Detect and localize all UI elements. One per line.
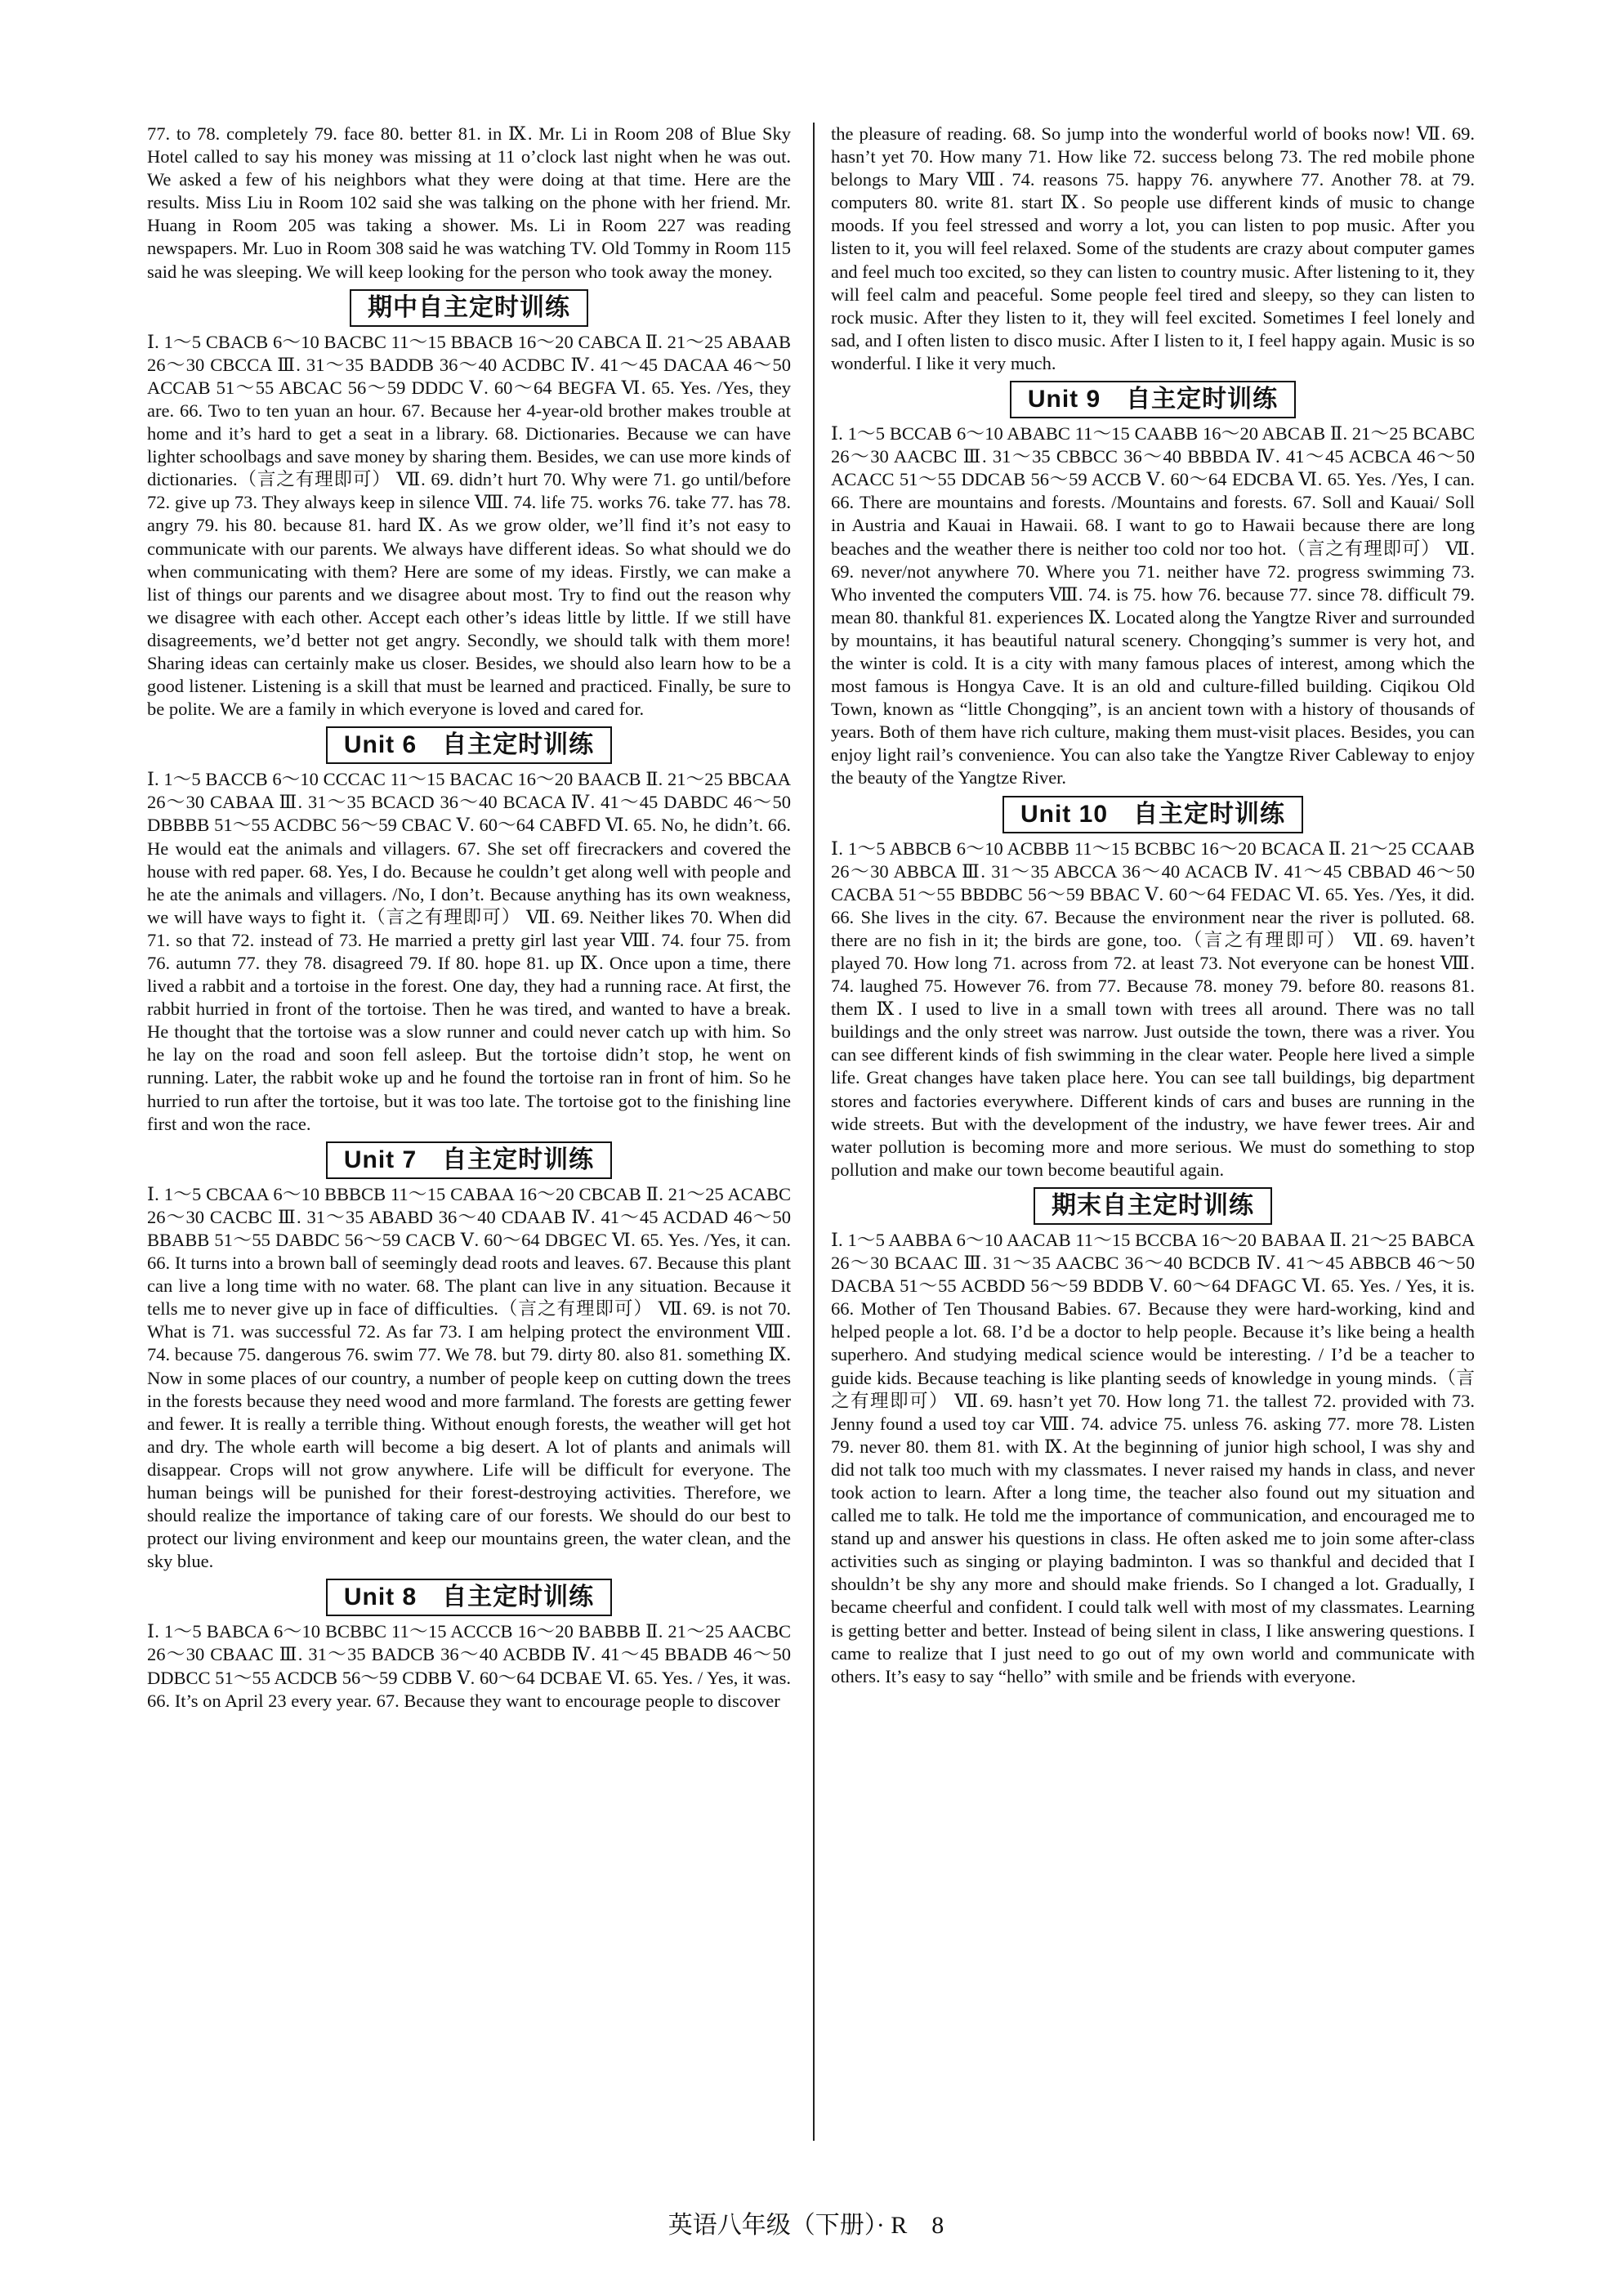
section-heading [147, 1139, 791, 1182]
section-title: Unit 7 自主定时训练 [326, 1141, 612, 1179]
answer-text: Ⅰ. 1～5 ABBCB 6～10 ACBBB 11～15 BCBBC 16～20 BCACA Ⅱ. 21～25 CCAAB 26～30 ABBCA Ⅲ. 31～35 ABCCA 36～40 ACACB Ⅳ. 41～45 CBBAD 46～50 CACBA 51～55 BBDBC 56～59 BBAC Ⅴ. 60～64 FEDAC Ⅵ. 65. Yes. /Yes, it did. 66. She lives in the city. 67. Because the environment near the river is polluted. 68. there are no fish in it; the birds are gone, too.（言之有理即可） Ⅶ. 69. haven’t played 70. How long 71. across from 72. at least 73. Not everyone can be honest Ⅷ. 74. laughed 75. However 76. from 77. Because 78. money 79. before 80. reasons 81. them Ⅸ. I used to live in a small town with trees all around. There was no tall buildings and the only street was narrow. Just outside the town, there was a river. You can see different kinds of fish swimming in the clear water. People here lived a simple life. Great changes have taken place here. You can see tall buildings, big department stores and factories everywhere. Different kinds of cars and buses are running in the wide streets. But with the development of the industry, we have fewer trees. Air and water pollution is becoming more and more serious. We must do something to stop pollution and make our town become beautiful again. [831, 838, 1475, 1180]
section-heading [831, 793, 1475, 836]
section-title: Unit 9 自主定时训练 [1010, 381, 1296, 418]
answer-text: Ⅰ. 1～5 CBCAA 6～10 BBBCB 11～15 CABAA 16～20 CBCAB Ⅱ. 21～25 ACABC 26～30 CACBC Ⅲ. 31～35 ABABD 36～40 CDAAB Ⅳ. 41～45 ACDAD 46～50 BBABB 51～55 DABDC 56～59 CACB Ⅴ. 60～64 DBGEC Ⅵ. 65. Yes. /Yes, it can. 66. It turns into a brown ball of seemingly dead roots and leaves. 67. Because this plant can live a long time with no water. 68. The plant can live in any situation. Because it tells me to never give up in face of difficulties.（言之有理即可） Ⅶ. 69. is not 70. What is 71. was successful 72. As far 73. I am helping protect the environment Ⅷ. 74. because 75. dangerous 76. swim 77. We 78. but 79. dirty 80. also 81. something Ⅸ. Now in some places of our country, a number of people keep on cutting down the trees in the forests because they need wood and more farmland. The forests are getting fewer and fewer. It is really a terrible thing. Without enough forests, the weather will get hot and dry. The whole earth will become a big desert. A lot of plants and animals will disappear. Crops will not grow anywhere. Life will be difficult for everyone. The human beings will be punished for their forest-destroying activities. Therefore, we should realize the importance of taking care of our forests. We should do our best to protect our living environment and keep our mountains green, the water clean, and the sky blue. [147, 1183, 791, 1572]
section-title: Unit 10 自主定时训练 [1002, 796, 1303, 833]
section-title: Unit 8 自主定时训练 [326, 1579, 612, 1616]
section-title: Unit 6 自主定时训练 [326, 726, 612, 764]
answer-text: Ⅰ. 1～5 AABBA 6～10 AACAB 11～15 BCCBA 16～20 BABAA Ⅱ. 21～25 BABCA 26～30 BCAAC Ⅲ. 31～35 AACBC 36～40 BCDCB Ⅳ. 41～45 ABBCB 46～50 DACBA 51～55 ACBDD 56～59 BDDB Ⅴ. 60～64 DFAGC Ⅵ. 65. Yes. / Yes, it is. 66. Mother of Ten Thousand Babies. 67. Because they were hard-working, kind and helped people a lot. 68. I’d be a doctor to help people. Because it’s like being a health superhero. And studying medical science would be interesting. / I’d be a teacher to guide kids. Because teaching is like planting seeds of knowledge in young minds.（言之有理即可） Ⅶ. 69. hasn’t yet 70. How long 71. the tallest 72. provided with 73. Jenny found a used toy car Ⅷ. 74. advice 75. unless 76. asking 77. more 78. Listen 79. never 80. them 81. with Ⅸ. At the beginning of junior high school, I was shy and did not talk too much with my classmates. I never raised my hands in class, and never took action to learn. After a long time, the teacher also found out my situation and called me to talk. He told me the importance of communication, and encouraged me to stand up and answer his questions in class. He often asked me to join some after-class activities such as singing or playing badminton. I was so thankful and decided that I shouldn’t be shy any more and should make friends. So I changed a lot. Gradually, I became cheerful and confident. I could talk well with most of my classmates. Learning is getting better and better. Instead of being silent in class, I like answering questions. I came to realize that I just need to go out of my own world and communicate with others. It’s easy to say “hello” with smile and be friends with everyone. [831, 1229, 1475, 1686]
answer-text: the pleasure of reading. 68. So jump into the wonderful world of books now! Ⅶ. 69. hasn’t yet 70. How many 71. How like 72. success belong 73. The red mobile phone belongs to Mary Ⅷ. 74. reasons 75. happy 76. anywhere 77. Another 78. at 79. computers 80. write 81. start Ⅸ. So people use different kinds of music to change moods. If you feel stressed and worry a lot, you can listen to pop music. After you listen to it, you will feel relaxed. Some of the students are crazy about computer games and feel much too excited, so they can listen to country music. After listening to it, they will feel calm and peaceful. Some people feel tired and sleepy, so they can listen to rock music. After they listen to it, they will feel excited. Sometimes I feel lonely and sad, and I often listen to disco music. After I listen to it, I feel happy again. Music is so wonderful. I like it very much. [831, 123, 1475, 373]
section-heading [147, 724, 791, 766]
section-heading [831, 378, 1475, 421]
answer-text: Ⅰ. 1～5 BACCB 6～10 CCCAC 11～15 BACAC 16～20 BAACB Ⅱ. 21～25 BBCAA 26～30 CABAA Ⅲ. 31～35 BCACD 36～40 BCACA Ⅳ. 41～45 DABDC 46～50 DBBBB 51～55 ACDBC 56～59 CBAC Ⅴ. 60～64 CABFD Ⅵ. 65. No, he didn’t. 66. He would eat the animals and villagers. 67. She set off firecrackers and covered the house with red paper. 68. Yes, I do. Because he couldn’t get along well with people and he ate the animals and villagers. /No, I don’t. Because anything has its own weakness, we will have ways to fight it.（言之有理即可） Ⅶ. 69. Neither likes 70. When did 71. so that 72. instead of 73. He married a pretty girl last year Ⅷ. 74. four 75. from 76. autumn 77. they 78. disagreed 79. If 80. hope 81. up Ⅸ. Once upon a time, there lived a rabbit and a tortoise in the forest. One day, they had a running race. At first, the rabbit hurried in front of the tortoise. Then he was tired, and wanted to have a break. He thought that the tortoise was a slow runner and could never catch up with him. So he lay on the road and soon fell asleep. But the tortoise didn’t stop, he went on running. Later, the rabbit woke up and he found the tortoise ran in front of him. So he hurried to run after the tortoise, but it was too late. The tortoise got to the finishing line first and won the race. [147, 769, 791, 1134]
section-heading [831, 1185, 1475, 1227]
section-heading [147, 287, 791, 329]
answer-text: Ⅰ. 1～5 BABCA 6～10 BCBBC 11～15 ACCCB 16～20 BABBB Ⅱ. 21～25 AACBC 26～30 CBAAC Ⅲ. 31～35 BADCB 36～40 ACBDB Ⅳ. 41～45 BBADB 46～50 DDBCC 51～55 ACDCB 56～59 CDBB Ⅴ. 60～64 DCBAE Ⅵ. 65. Yes. / Yes, it was. 66. It’s on April 23 every year. 67. Because they want to encourage people to discover [147, 1621, 791, 1711]
column-divider [813, 123, 815, 2141]
answer-text: 77. to 78. completely 79. face 80. better 81. in Ⅸ. Mr. Li in Room 208 of Blue Sky Hotel called to say his money was missing at 11 o’clock last night when he was out. We asked a few of his neighbors what they were doing at that time. Here are the results. Miss Liu in Room 102 said she was talking on the phone with her friend. Mr. Huang in Room 205 was taking a shower. Ms. Li in Room 227 was reading newspapers. Mr. Luo in Room 308 said he was watching TV. Old Tommy in Room 115 said he was sleeping. We will keep looking for the person who took away the money. [147, 123, 791, 282]
page-footer: 英语八年级（下册）· R 8 [668, 2212, 944, 2239]
left-column [147, 123, 791, 1713]
section-title: 期末自主定时训练 [1034, 1187, 1272, 1225]
section-heading [147, 1576, 791, 1619]
answer-text: Ⅰ. 1～5 BCCAB 6～10 ABABC 11～15 CAABB 16～20 ABCAB Ⅱ. 21～25 BCABC 26～30 AACBC Ⅲ. 31～35 CBBCC 36～40 BBBDA Ⅳ. 41～45 ACBCA 46～50 ACACC 51～55 DDCAB 56～59 ACCB Ⅴ. 60～64 EDCBA Ⅵ. 65. Yes. /Yes, I can. 66. There are mountains and forests. /Mountains and forests. 67. Soll and Kauai/ Soll in Austria and Kauai in Hawaii. 68. I want to go to Hawaii because there are long beaches and the weather there is neither too cold nor too hot.（言之有理即可） Ⅶ. 69. never/not anywhere 70. Where you 71. neither have 72. progress swimming 73. Who invented the computers Ⅷ. 74. is 75. how 76. because 77. since 78. difficult 79. mean 80. thankful 81. experiences Ⅸ. Located along the Yangtze River and surrounded by mountains, it has beautiful natural scenery. Chongqing’s summer is very hot, and the winter is cold. It is a city with many famous places of interest, among which the most famous is Hongya Cave. It is an old and culture-filled building. Ciqikou Old Town, known as “little Chongqing”, is an ancient town with a history of thousands of years. Both of them have rich culture, making them must-visit places. Besides, you can enjoy light rail’s convenience. You can also take the Yangtze River Cableway to enjoy the beauty of the Yangtze River. [831, 423, 1475, 788]
right-column [831, 123, 1475, 1688]
answer-text: Ⅰ. 1～5 CBACB 6～10 BACBC 11～15 BBACB 16～20 CABCA Ⅱ. 21～25 ABAAB 26～30 CBCCA Ⅲ. 31～35 BADDB 36～40 ACDBC Ⅳ. 41～45 DACAA 46～50 ACCAB 51～55 ABCAC 56～59 DDDC Ⅴ. 60～64 BEGFA Ⅵ. 65. Yes. /Yes, they are. 66. Two to ten yuan an hour. 67. Because her 4-year-old brother makes trouble at home and it’s hard to get a seat in a library. 68. Dictionaries. Because we can have lighter schoolbags and save money by sharing them. Besides, we can use more kinds of dictionaries.（言之有理即可） Ⅶ. 69. didn’t hurt 70. Why were 71. go until/before 72. give up 73. They always keep in silence Ⅷ. 74. life 75. works 76. take 77. has 78. angry 79. his 80. because 81. hard Ⅸ. As we grow older, we’ll find it’s not easy to communicate with our parents. We always have different ideas. So what should we do when communicating with them? Here are some of my ideas. Firstly, we can make a list of things our parents and we disagree about most. Try to find out the reason why we disagree with each other. Accept each other’s ideas little by little. If we still have disagreements, we’d better not get angry. Secondly, we should talk with them more! Sharing ideas can certainly make us closer. Besides, we should also learn how to be a good listener. Listening is a skill that must be learned and practiced. Finally, be sure to be polite. We are a family in which everyone is loved and cared for. [147, 331, 791, 720]
section-title: 期中自主定时训练 [350, 289, 588, 327]
